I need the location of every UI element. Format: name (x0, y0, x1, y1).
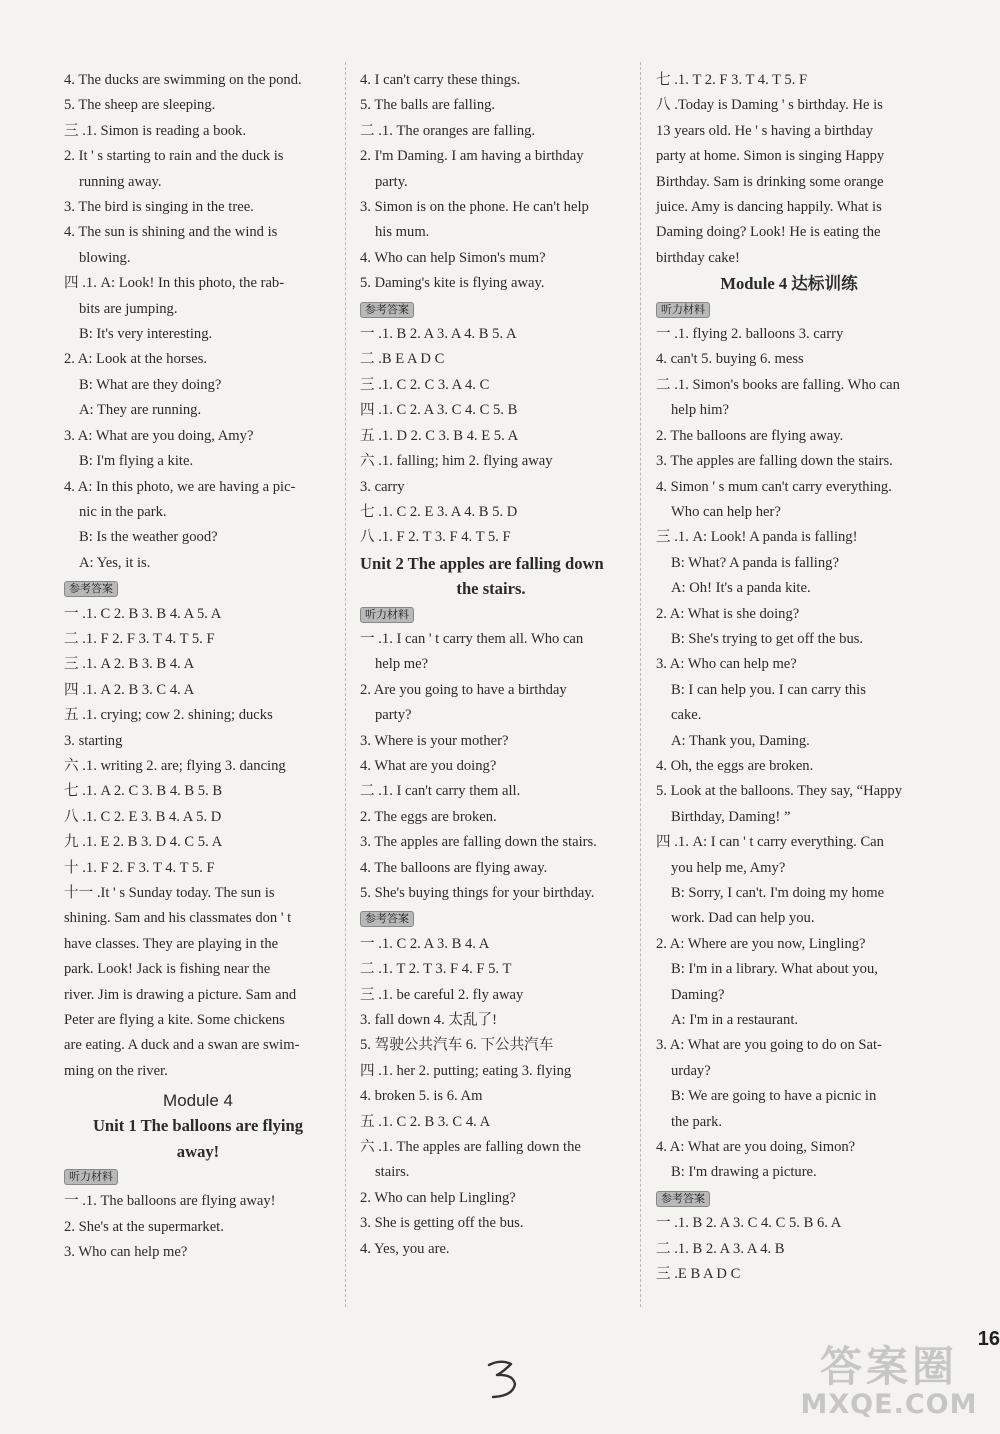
text-line: 4. can't 5. buying 6. mess (656, 351, 804, 368)
text-line: 4. The balloons are flying away. (360, 859, 548, 876)
text-line: 八 .1. F 2. T 3. F 4. T 5. F (360, 529, 511, 546)
text-line: 六 .1. falling; him 2. flying away (360, 453, 553, 470)
handwritten-mark (483, 1360, 527, 1405)
text-line: 四 .1. A: Look! In this photo, the rab- (64, 275, 285, 292)
text-line: B: I'm flying a kite. (79, 453, 194, 470)
text-line: ming on the river. (64, 1062, 168, 1079)
text-line: 3. starting (64, 732, 123, 749)
text-line: 五 .1. C 2. B 3. C 4. A (360, 1113, 491, 1130)
text-line: Birthday, Daming! ” (671, 808, 791, 825)
text-line: work. Dad can help you. (671, 910, 815, 927)
text-line: 2. A: Where are you now, Lingling? (656, 935, 866, 952)
page-number: 16 (977, 1328, 1000, 1350)
text-line: birthday cake! (656, 249, 740, 266)
text-line: 2. A: What is she doing? (656, 605, 800, 622)
section-heading: Unit 1 The balloons are flying (92, 1116, 304, 1136)
text-line: 七 .1. A 2. C 3. B 4. B 5. B (64, 783, 223, 800)
column-middle (360, 68, 622, 1262)
text-line: 3. A: What are you going to do on Sat- (656, 1037, 882, 1054)
text-line: 5. Look at the balloons. They say, “Happy (656, 783, 903, 800)
section-heading: the stairs. (456, 579, 526, 599)
column-left (64, 68, 332, 1266)
text-line: running away. (79, 173, 162, 190)
text-line: Daming doing? Look! He is eating the (656, 224, 881, 241)
text-line: 八 .Today is Daming ' s birthday. He is (656, 97, 883, 114)
text-line: 三 .1. A: Look! A panda is falling! (656, 529, 858, 546)
text-line: you help me, Amy? (671, 859, 786, 876)
text-line: 三 .1. Simon is reading a book. (64, 122, 247, 139)
text-line: 3. fall down 4. 太乱了! (360, 1012, 498, 1029)
text-line: 3. The bird is singing in the tree. (64, 199, 254, 216)
section-badge-label: 参考答案 (656, 1191, 710, 1207)
text-line: 三 .1. C 2. C 3. A 4. C (360, 376, 490, 393)
text-line: 2. She's at the supermarket. (64, 1218, 224, 1235)
text-line: 2. The eggs are broken. (360, 808, 497, 825)
text-line: help him? (671, 402, 729, 419)
text-line: nic in the park. (79, 503, 167, 520)
section-badge-label: 参考答案 (360, 911, 414, 927)
text-line: Peter are flying a kite. Some chickens (64, 1012, 285, 1029)
section-badge (360, 906, 622, 931)
text-line: 5. Daming's kite is flying away. (360, 275, 545, 292)
text-line: 4. The ducks are swimming on the pond. (64, 72, 302, 88)
text-line: 3. A: What are you doing, Amy? (64, 427, 254, 444)
text-line: 三 .1. A 2. B 3. B 4. A (64, 656, 195, 673)
text-line: 三 .E B A D C (656, 1266, 741, 1283)
section-heading: away! (176, 1141, 220, 1161)
text-line: 三 .1. be careful 2. fly away (360, 986, 524, 1003)
watermark-url: MXQE.COM (800, 1389, 978, 1420)
text-line: 二 .1. B 2. A 3. A 4. B (656, 1240, 785, 1257)
text-line: 一 .1. flying 2. balloons 3. carry (656, 326, 844, 343)
text-line: party? (375, 707, 412, 724)
text-line: 2. A: Look at the horses. (64, 351, 208, 368)
text-line: have classes. They are playing in the (64, 935, 279, 952)
text-line: 一 .1. C 2. A 3. B 4. A (360, 935, 490, 952)
text-line: A: Yes, it is. (79, 554, 151, 571)
text-line: 13 years old. He ' s having a birthday (656, 122, 874, 139)
text-line: 2. Are you going to have a birthday (360, 681, 567, 698)
text-line: park. Look! Jack is fishing near the (64, 961, 271, 978)
text-line: A: Oh! It's a panda kite. (671, 580, 811, 597)
text-line: 十一 .It ' s Sunday today. The sun is (64, 885, 275, 901)
watermark (796, 1344, 982, 1426)
text-line: B: I can help you. I can carry this (671, 681, 866, 698)
text-line: 九 .1. E 2. B 3. D 4. C 5. A (64, 834, 223, 851)
text-line: the park. (671, 1113, 723, 1130)
text-line: Birthday. Sam is drinking some orange (656, 173, 884, 190)
text-line: river. Jim is drawing a picture. Sam and (64, 986, 297, 1003)
text-line: 四 .1. C 2. A 3. C 4. C 5. B (360, 402, 518, 419)
watermark-logo-text: 答案圈 (819, 1342, 958, 1391)
text-line: 七 .1. C 2. E 3. A 4. B 5. D (360, 503, 518, 520)
text-line: 4. The sun is shining and the wind is (64, 224, 278, 241)
text-line: shining. Sam and his classmates don ' t (64, 910, 292, 927)
text-line: A: Thank you, Daming. (671, 732, 810, 749)
text-line: B: I'm in a library. What about you, (671, 961, 878, 978)
text-line: 六 .1. The apples are falling down the (360, 1139, 581, 1156)
text-line: 二 .1. I can't carry them all. (360, 783, 521, 800)
text-line: 5. The balls are falling. (360, 97, 496, 114)
text-line: 十 .1. F 2. F 3. T 4. T 5. F (64, 859, 215, 876)
text-line: blowing. (79, 249, 131, 266)
text-line: 5. She's buying things for your birthday. (360, 885, 595, 901)
text-line: 六 .1. writing 2. are; flying 3. dancing (64, 757, 286, 774)
text-line: B: We are going to have a picnic in (671, 1088, 877, 1105)
text-line: Who can help her? (671, 503, 781, 520)
text-line: 2. The balloons are flying away. (656, 427, 844, 444)
section-badge (360, 297, 622, 322)
text-line: 二 .1. The oranges are falling. (360, 122, 536, 139)
text-line: 3. carry (360, 478, 405, 495)
text-line: 5. 驾驶公共汽车 6. 下公共汽车 (360, 1037, 554, 1054)
text-line: B: I'm drawing a picture. (671, 1164, 817, 1181)
text-line: 二 .1. Simon's books are falling. Who can (656, 376, 900, 393)
text-line: 2. I'm Daming. I am having a birthday (360, 148, 584, 165)
section-badge (656, 297, 922, 322)
text-line: 4. Simon ' s mum can't carry everything. (656, 478, 892, 495)
text-line: 2. It ' s starting to rain and the duck is (64, 148, 284, 165)
text-line: 3. Simon is on the phone. He can't help (360, 199, 589, 216)
section-badge-label: 参考答案 (64, 581, 118, 597)
text-line: 二 .1. F 2. F 3. T 4. T 5. F (64, 630, 215, 647)
text-line: 5. The sheep are sleeping. (64, 97, 216, 114)
text-line: 八 .1. C 2. E 3. B 4. A 5. D (64, 808, 222, 825)
section-badge (64, 576, 332, 601)
text-line: 4. I can't carry these things. (360, 72, 521, 88)
text-line: his mum. (375, 224, 430, 241)
text-line: 四 .1. her 2. putting; eating 3. flying (360, 1062, 572, 1079)
text-line: juice. Amy is dancing happily. What is (656, 199, 882, 216)
text-line: 二 .1. T 2. T 3. F 4. F 5. T (360, 961, 512, 978)
section-heading: Module 4 达标训练 (720, 274, 858, 294)
section-badge (656, 1186, 922, 1211)
section-badge-label: 听力材料 (360, 607, 414, 623)
text-line: 3. The apples are falling down the stairs. (360, 834, 597, 851)
text-line: stairs. (375, 1164, 410, 1181)
text-line: 五 .1. crying; cow 2. shining; ducks (64, 707, 273, 724)
section-heading: Module 4 (163, 1091, 233, 1111)
text-line: bits are jumping. (79, 300, 178, 317)
column-divider-1 (345, 62, 346, 1307)
text-line: party. (375, 173, 408, 190)
text-line: 七 .1. T 2. F 3. T 4. T 5. F (656, 72, 808, 88)
text-line: 4. Oh, the eggs are broken. (656, 757, 814, 774)
text-line: 一 .1. The balloons are flying away! (64, 1193, 276, 1210)
text-line: 4. A: What are you doing, Simon? (656, 1139, 856, 1156)
text-line: B: What are they doing? (79, 376, 222, 393)
section-badge (360, 602, 622, 627)
text-line: 2. Who can help Lingling? (360, 1189, 516, 1206)
column-right (656, 68, 922, 1288)
text-line: 一 .1. C 2. B 3. B 4. A 5. A (64, 605, 222, 622)
text-line: 3. Where is your mother? (360, 732, 509, 749)
text-line: 3. Who can help me? (64, 1244, 188, 1261)
column-divider-2 (640, 62, 641, 1307)
text-line: 4. What are you doing? (360, 757, 497, 774)
text-line: Daming? (671, 986, 725, 1003)
section-badge-label: 听力材料 (64, 1169, 118, 1185)
text-line: 3. She is getting off the bus. (360, 1215, 524, 1232)
text-line: A: They are running. (79, 402, 202, 419)
text-line: 3. The apples are falling down the stairs. (656, 453, 893, 470)
text-line: A: I'm in a restaurant. (671, 1012, 799, 1029)
text-line: 五 .1. D 2. C 3. B 4. E 5. A (360, 427, 519, 444)
text-line: B: Sorry, I can't. I'm doing my home (671, 885, 885, 901)
text-line: party at home. Simon is singing Happy (656, 148, 885, 165)
text-line: 4. Who can help Simon's mum? (360, 249, 546, 266)
text-line: B: It's very interesting. (79, 326, 213, 343)
text-line: B: What? A panda is falling? (671, 554, 839, 571)
section-badge (64, 1164, 332, 1189)
text-line: 4. Yes, you are. (360, 1240, 450, 1257)
text-line: 四 .1. A 2. B 3. C 4. A (64, 681, 195, 698)
text-line: B: She's trying to get off the bus. (671, 630, 864, 647)
text-line: cake. (671, 707, 702, 724)
text-line: 4. broken 5. is 6. Am (360, 1088, 483, 1105)
text-line: are eating. A duck and a swan are swim- (64, 1037, 300, 1054)
section-badge-label: 参考答案 (360, 302, 414, 318)
text-line: help me? (375, 656, 429, 673)
text-line: 4. A: In this photo, we are having a pic- (64, 478, 296, 495)
text-line: 四 .1. A: I can ' t carry everything. Can (656, 834, 884, 851)
text-line: 一 .1. B 2. A 3. C 4. C 5. B 6. A (656, 1215, 842, 1232)
text-line: 3. A: Who can help me? (656, 656, 797, 673)
section-badge-label: 听力材料 (656, 302, 710, 318)
text-line: 二 .B E A D C (360, 351, 445, 368)
section-heading: Unit 2 The apples are falling down (360, 553, 604, 573)
text-line: B: Is the weather good? (79, 529, 218, 546)
text-line: urday? (671, 1062, 711, 1079)
text-line: 一 .1. B 2. A 3. A 4. B 5. A (360, 326, 517, 343)
text-line: 一 .1. I can ' t carry them all. Who can (360, 630, 584, 647)
